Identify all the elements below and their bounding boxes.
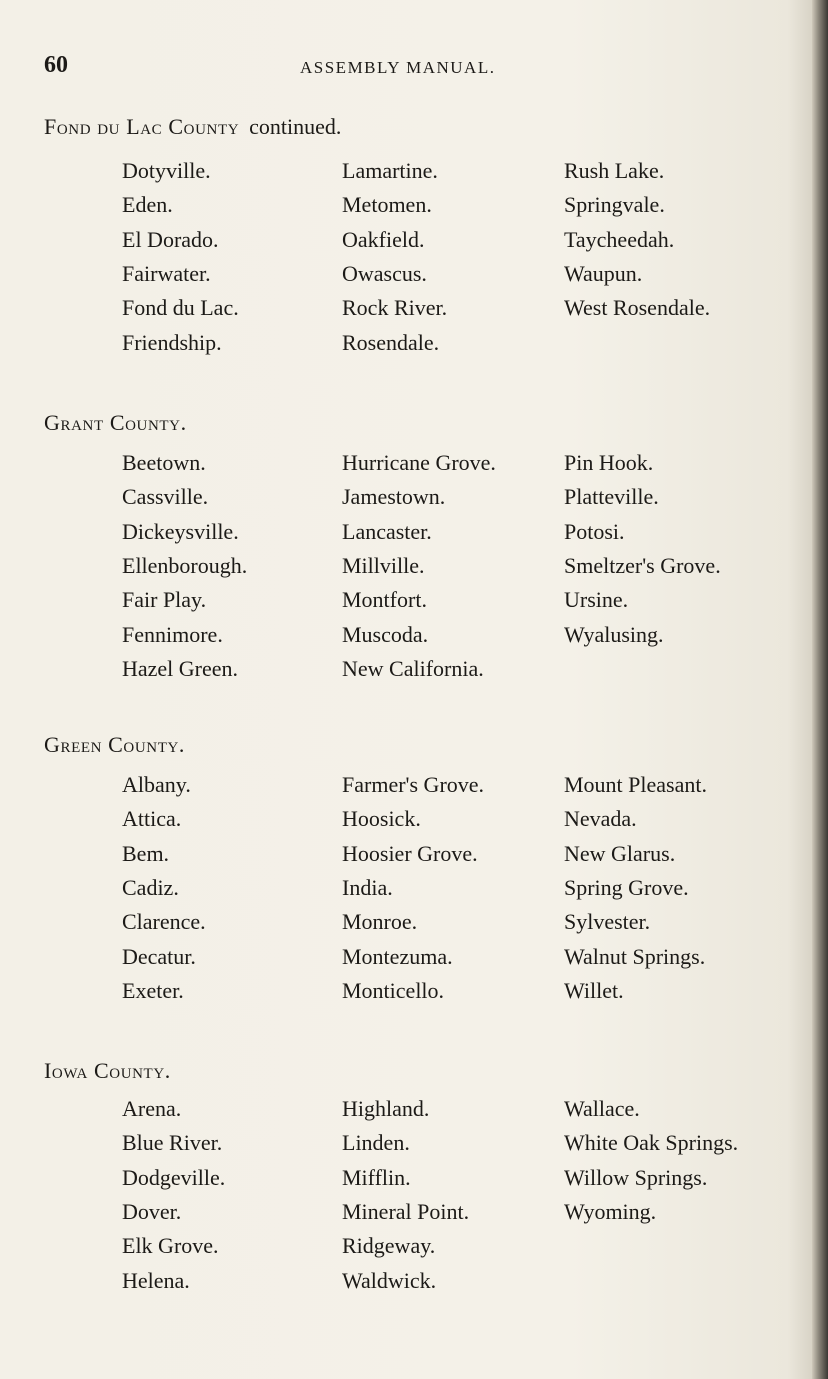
page-edge xyxy=(812,0,828,1379)
town-row xyxy=(0,772,812,806)
county-name: Green County. xyxy=(44,732,186,757)
town-name: Waupun. xyxy=(564,261,643,286)
town-row xyxy=(0,192,812,226)
town-name: White Oak Springs. xyxy=(564,1130,739,1155)
continued-label: continued. xyxy=(249,114,342,139)
town-name: Mount Pleasant. xyxy=(564,772,707,797)
town-name: Hurricane Grove. xyxy=(342,450,496,475)
town-row xyxy=(0,553,812,587)
town-name: Fond du Lac. xyxy=(122,295,239,320)
town-name: Linden. xyxy=(342,1130,410,1155)
county-name: Fond du Lac County xyxy=(44,114,240,139)
running-head: ASSEMBLY MANUAL. xyxy=(300,58,496,77)
town-name: Decatur. xyxy=(122,944,196,969)
town-name: Rock River. xyxy=(342,295,448,320)
town-row xyxy=(0,806,812,840)
town-row xyxy=(0,656,812,690)
town-name: Lamartine. xyxy=(342,158,438,183)
town-row xyxy=(0,1199,812,1233)
town-name: Dodgeville. xyxy=(122,1165,226,1190)
town-name: Smeltzer's Grove. xyxy=(564,553,721,578)
town-name: Hazel Green. xyxy=(122,656,239,681)
town-row xyxy=(0,1096,812,1130)
town-name: Dover. xyxy=(122,1199,182,1224)
town-name: India. xyxy=(342,875,393,900)
town-row xyxy=(0,261,812,295)
town-name: Elk Grove. xyxy=(122,1233,219,1258)
town-name: Highland. xyxy=(342,1096,430,1121)
town-name: Fairwater. xyxy=(122,261,211,286)
town-name: Blue River. xyxy=(122,1130,223,1155)
county-name: Iowa County. xyxy=(44,1058,171,1083)
town-row xyxy=(0,978,812,1012)
town-row xyxy=(0,944,812,978)
town-row xyxy=(0,330,812,364)
town-name: Mineral Point. xyxy=(342,1199,470,1224)
town-name: Monroe. xyxy=(342,909,418,934)
town-name: New Glarus. xyxy=(564,841,676,866)
town-name: Willow Springs. xyxy=(564,1165,708,1190)
town-name: Metomen. xyxy=(342,192,432,217)
town-name: Jamestown. xyxy=(342,484,446,509)
town-name: Clarence. xyxy=(122,909,206,934)
town-name: Willet. xyxy=(564,978,624,1003)
town-name: El Dorado. xyxy=(122,227,219,252)
town-name: Beetown. xyxy=(122,450,206,475)
town-name: Rosendale. xyxy=(342,330,440,355)
town-name: Wallace. xyxy=(564,1096,640,1121)
town-row xyxy=(0,622,812,656)
town-row xyxy=(0,158,812,192)
town-name: Sylvester. xyxy=(564,909,651,934)
town-name: Wyoming. xyxy=(564,1199,657,1224)
section-heading xyxy=(44,114,341,140)
town-name: Muscoda. xyxy=(342,622,429,647)
town-name: Ridgeway. xyxy=(342,1233,436,1258)
town-name: Oakfield. xyxy=(342,227,425,252)
town-name: Nevada. xyxy=(564,806,637,831)
town-name: Wyalusing. xyxy=(564,622,664,647)
town-row xyxy=(0,295,812,329)
section-heading xyxy=(44,732,185,758)
town-name: Waldwick. xyxy=(342,1268,437,1293)
section-heading xyxy=(44,410,187,436)
town-name: Pin Hook. xyxy=(564,450,654,475)
town-name: Rush Lake. xyxy=(564,158,665,183)
town-name: Montfort. xyxy=(342,587,427,612)
town-row xyxy=(0,909,812,943)
town-name: Millville. xyxy=(342,553,425,578)
town-name: Fennimore. xyxy=(122,622,223,647)
town-name: Montezuma. xyxy=(342,944,453,969)
town-row xyxy=(0,1233,812,1267)
town-name: Hoosick. xyxy=(342,806,421,831)
town-name: Albany. xyxy=(122,772,191,797)
town-name: Mifflin. xyxy=(342,1165,411,1190)
town-name: Friendship. xyxy=(122,330,222,355)
town-name: Owascus. xyxy=(342,261,427,286)
town-name: Platteville. xyxy=(564,484,659,509)
page-number: 60 xyxy=(44,52,68,78)
county-name: Grant County. xyxy=(44,410,187,435)
town-name: New California. xyxy=(342,656,484,681)
town-row xyxy=(0,227,812,261)
town-name: Fair Play. xyxy=(122,587,207,612)
town-name: Walnut Springs. xyxy=(564,944,706,969)
town-name: Cadiz. xyxy=(122,875,179,900)
town-name: Helena. xyxy=(122,1268,190,1293)
town-name: Dotyville. xyxy=(122,158,211,183)
town-name: Monticello. xyxy=(342,978,445,1003)
town-name: Exeter. xyxy=(122,978,184,1003)
town-name: Attica. xyxy=(122,806,182,831)
section-heading xyxy=(44,1058,171,1084)
town-name: Arena. xyxy=(122,1096,182,1121)
town-row xyxy=(0,841,812,875)
town-name: Lancaster. xyxy=(342,519,432,544)
town-name: Taycheedah. xyxy=(564,227,675,252)
town-row xyxy=(0,1130,812,1164)
town-row xyxy=(0,519,812,553)
town-name: Potosi. xyxy=(564,519,625,544)
town-name: Eden. xyxy=(122,192,173,217)
town-row xyxy=(0,875,812,909)
town-row xyxy=(0,1268,812,1302)
town-row xyxy=(0,450,812,484)
town-name: Cassville. xyxy=(122,484,209,509)
town-name: Bem. xyxy=(122,841,170,866)
town-name: Ursine. xyxy=(564,587,629,612)
town-name: West Rosendale. xyxy=(564,295,711,320)
town-row xyxy=(0,484,812,518)
town-name: Spring Grove. xyxy=(564,875,689,900)
town-name: Dickeysville. xyxy=(122,519,239,544)
town-name: Springvale. xyxy=(564,192,665,217)
town-name: Ellenborough. xyxy=(122,553,248,578)
town-name: Hoosier Grove. xyxy=(342,841,478,866)
town-name: Farmer's Grove. xyxy=(342,772,485,797)
town-row xyxy=(0,587,812,621)
town-row xyxy=(0,1165,812,1199)
